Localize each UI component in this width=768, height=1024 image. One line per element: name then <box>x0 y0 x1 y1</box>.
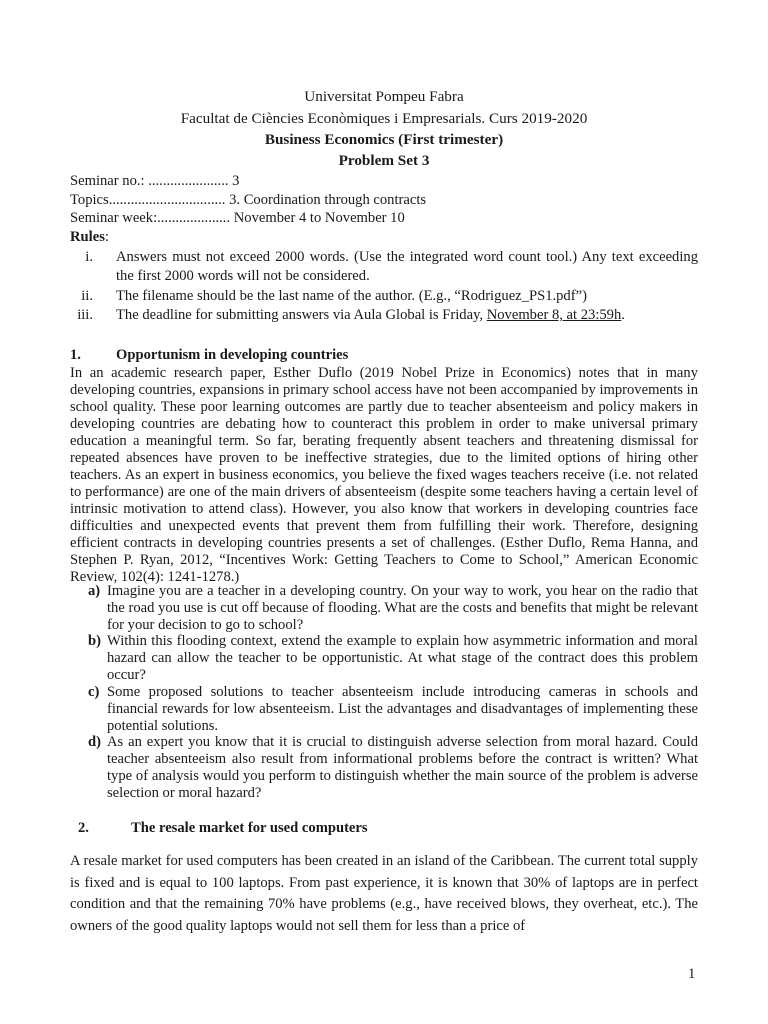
rule-text-2: The filename should be the last name of the author. (E.g., “Rodriguez_PS1.pdf”) <box>116 288 587 304</box>
question-b-label: b) <box>88 633 101 649</box>
question-c-label: c) <box>88 684 100 700</box>
seminar-number-field: Seminar no.: ...................... 3 <box>70 173 240 189</box>
section-1-number: 1. <box>70 347 81 363</box>
rule-number-1: i. <box>85 249 93 265</box>
section-1-intro: In an academic research paper, Esther Duflo (2019 Nobel Prize in Economics) notes that in many developing countries, expansions in primary school access have not been accompanied by improvements in school quality. These poor learning outcomes are partly due to teacher absenteeism and policy makers in developing countries are debating how to counteract this problem in order to make universal primary education a meaningful term. So far, berating frequently absent teachers and threatening dismissal for repeated absences have proven to be ineffective strategies, due to the limited options of hiring other teachers. As an expert in business economics, you believe the fixed wages teachers receive (i.e. not related to performance) are one of the main drivers of absenteeism (despite some teachers having a certain level of intrinsic motivation to attend class). However, you also know that workers in developing countries face difficulties and unexpected events that prevent them from fulfilling their work. Therefore, designing efficient contracts in developing countries presents a set of challenges. (Esther Duflo, Rema Hanna, and Stephen P. Ryan, 2012, “Incentives Work: Getting Teachers to Come to School,” American Economic Review, 102(4): 1241-1278.) <box>70 365 698 585</box>
question-a-label: a) <box>88 583 101 599</box>
university-name: Universitat Pompeu Fabra <box>304 88 464 105</box>
faculty-line: Facultat de Ciències Econòmiques i Empresarials. Curs 2019-2020 <box>180 110 588 127</box>
rules-colon: : <box>104 229 109 245</box>
page-number: 1 <box>688 966 696 982</box>
question-c-text: Some proposed solutions to teacher absenteeism include introducing cameras in schools and financial rewards for low absenteeism. List the advantages and disadvantages of implementing these potential solutions. <box>107 684 698 734</box>
rules-heading <box>70 227 109 247</box>
seminar-week-field: Seminar week:.................... November 4 to November 10 <box>70 210 405 226</box>
rule-text-1: Answers must not exceed 2000 words. (Use the integrated word count tool.) Any text exceeding the first 2000 words will not be considered. <box>116 249 698 284</box>
topics-field: Topics................................ 3. Coordination through contracts <box>70 192 427 208</box>
course-title: Business Economics (First trimester) <box>264 131 504 148</box>
rule-text-3-before: The deadline for submitting answers via Aula Global is Friday, <box>116 307 487 323</box>
rule-number-2: ii. <box>81 288 93 304</box>
deadline-date: November 8, at 23:59h <box>486 307 622 323</box>
question-d-text: As an expert you know that it is crucial to distinguish adverse selection from moral hazard. Could teacher absenteeism also result from informational problems before the contract is written? What type of analysis would you perform to distinguish whether the main source of the problem is adverse selection or moral hazard? <box>107 734 698 801</box>
rule-text-3-after: . <box>621 307 625 323</box>
rule-text-3 <box>116 306 698 325</box>
question-d-label: d) <box>88 734 101 750</box>
section-2-number: 2. <box>78 820 89 836</box>
section-2-title: The resale market for used computers <box>131 820 368 836</box>
rule-number-3: iii. <box>77 307 93 323</box>
question-a-text: Imagine you are a teacher in a developing country. On your way to work, you hear on the radio that the road you use is cut off because of flooding. What are the costs and benefits that might be relevant for your decision to go to school? <box>107 583 698 633</box>
question-b-text: Within this flooding context, extend the example to explain how asymmetric information and moral hazard can allow the teacher to be opportunistic. At what stage of the contract does this problem occur? <box>107 633 698 683</box>
problem-set-title: Problem Set 3 <box>338 152 430 169</box>
section-1-title: Opportunism in developing countries <box>116 347 349 363</box>
rules-label: Rules <box>70 229 105 245</box>
section-2-intro: A resale market for used computers has been created in an island of the Caribbean. The current total supply is fixed and is equal to 100 laptops. From past experience, it is known that 30% of laptops are in perfect condition and that the remaining 70% have problems (e.g., have received blows, they overheat, etc.). The owners of the good quality laptops would not sell them for less than a price of <box>70 853 698 934</box>
